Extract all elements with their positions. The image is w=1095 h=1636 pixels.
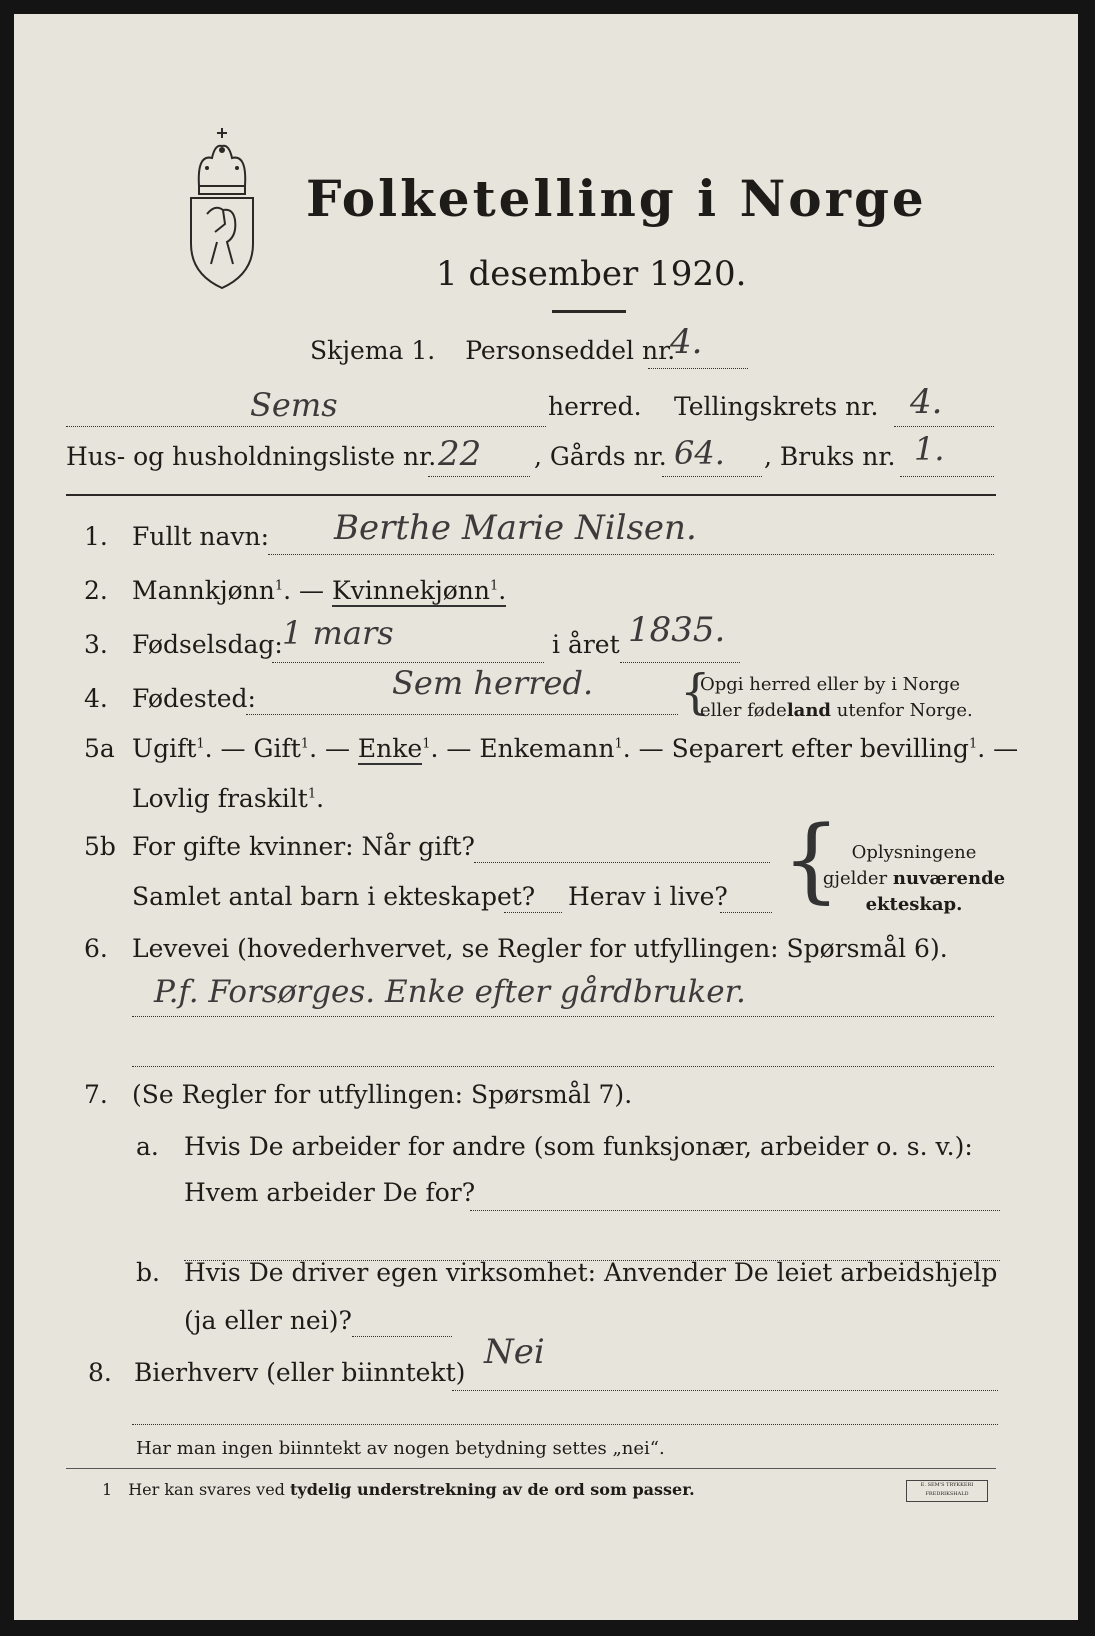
bruks-field-line xyxy=(900,476,994,477)
q5a-enke-underlined xyxy=(358,734,422,765)
q4-number: 4. xyxy=(84,684,108,713)
coat-of-arms-icon xyxy=(177,124,267,294)
q7a-question: Hvem arbeider De for? xyxy=(184,1178,476,1207)
herred-value: Sems xyxy=(250,386,338,424)
q5b-note-line-3 xyxy=(814,892,1014,918)
skjema-line xyxy=(310,336,675,365)
q5a-number: 5a xyxy=(84,734,115,763)
q5a-line-2 xyxy=(132,784,324,813)
q4-field-line xyxy=(246,714,678,715)
q5b-note xyxy=(814,840,1014,918)
q4-note-line-2 xyxy=(700,698,973,724)
q5b-note-2a: gjelder xyxy=(822,868,893,889)
footnote-text-b: tydelig understrekning av de ord som passer. xyxy=(290,1480,695,1499)
q2-sup-2: 1 xyxy=(489,578,499,594)
q2-end: . xyxy=(498,576,507,605)
q5b-brace: { xyxy=(782,806,841,913)
q2-sep: . — xyxy=(283,576,325,605)
q1-value: Berthe Marie Nilsen. xyxy=(334,508,697,548)
q5a-sup-f: 1 xyxy=(307,786,317,802)
q5b-children-field-line xyxy=(504,912,562,913)
personseddel-label: Personseddel nr. xyxy=(465,336,676,365)
q4-note-2a: eller føde xyxy=(700,700,787,721)
q2-number: 2. xyxy=(84,576,108,605)
q5b-number: 5b xyxy=(84,832,116,861)
q3-number: 3. xyxy=(84,630,108,659)
printer-stamp: E. SEM'S TRYKKERI FREDRIKSHALD xyxy=(906,1480,988,1502)
q5b-when-field-line xyxy=(474,862,770,863)
q7b-question: (ja eller nei)? xyxy=(184,1306,352,1335)
q8-number: 8. xyxy=(88,1358,112,1387)
q8-field-line-2 xyxy=(132,1424,998,1425)
q1-field-line xyxy=(268,554,994,555)
q5a-separert: Separert efter bevilling xyxy=(671,734,969,763)
q5a-dash-a: . — xyxy=(204,734,246,763)
q2-sup-1: 1 xyxy=(274,578,284,594)
q3-aret-value: 1835. xyxy=(628,610,726,650)
census-date: 1 desember 1920. xyxy=(436,254,747,294)
q4-note-line-1: Opgi herred eller by i Norge xyxy=(700,674,961,695)
q4-brace: { xyxy=(680,664,711,720)
q5a-enkemann: Enkemann xyxy=(479,734,615,763)
gards-value: 64. xyxy=(674,434,725,472)
q5a-gift: Gift xyxy=(253,734,301,763)
q4-note xyxy=(700,672,973,724)
q3-field-line xyxy=(272,662,544,663)
q5a-dot: . xyxy=(316,784,325,813)
title-divider xyxy=(552,310,626,313)
q7b-text: Hvis De driver egen virksomhet: Anvender De leiet arbeidshjelp xyxy=(184,1258,998,1287)
q5a-enke: Enke xyxy=(357,734,423,763)
q6-field-line-1 xyxy=(132,1016,994,1017)
q5a-sup-a: 1 xyxy=(196,736,205,752)
q6-number: 6. xyxy=(84,934,108,963)
q5a-dash-e: . — xyxy=(977,734,1019,763)
q7b-field-line xyxy=(352,1336,452,1337)
footnote xyxy=(102,1480,695,1499)
header-rule xyxy=(66,494,996,496)
q6-label: Levevei (hovederhvervet, se Regler for utfyllingen: Spørsmål 6). xyxy=(132,934,948,963)
q2-kvinne xyxy=(332,576,506,607)
footnote-mark: 1 xyxy=(102,1480,113,1499)
q5b-alive-field-line xyxy=(720,912,772,913)
q2-line xyxy=(132,576,506,605)
bruks-label: , Bruks nr. xyxy=(764,442,896,471)
hus-value: 22 xyxy=(438,434,482,474)
tellingskrets-field-line xyxy=(894,426,994,427)
q7-number: 7. xyxy=(84,1080,108,1109)
skjema-label: Skjema 1. xyxy=(310,336,436,365)
q5b-label-2: Samlet antal barn i ekteskapet? xyxy=(132,882,536,911)
q3-aret-label: i året xyxy=(552,630,620,659)
q4-value: Sem herred. xyxy=(392,664,594,702)
q2-kvinne-text: Kvinnekjønn xyxy=(332,576,490,605)
gards-field-line xyxy=(662,476,762,477)
tellingskrets-value: 4. xyxy=(910,382,943,422)
q5b-note-2b: nuværende xyxy=(892,868,1006,889)
q5a-dash-c: . — xyxy=(430,734,472,763)
q5b-label-1: For gifte kvinner: Når gift? xyxy=(132,832,475,861)
q4-note-2c: utenfor Norge. xyxy=(831,700,973,721)
q1-number: 1. xyxy=(84,522,108,551)
q8-value: Nei xyxy=(484,1332,545,1372)
q3-label: Fødselsdag: xyxy=(132,630,283,659)
q7a-letter: a. xyxy=(136,1132,159,1161)
q7-label: (Se Regler for utfyllingen: Spørsmål 7). xyxy=(132,1080,633,1109)
gards-label: , Gårds nr. xyxy=(534,442,667,471)
q5a-line-1 xyxy=(132,734,1018,763)
footnote-text-a: Her kan svares ved xyxy=(128,1480,291,1499)
personseddel-field-line xyxy=(648,368,748,369)
q6-value: P.f. Forsørges. Enke efter gårdbruker. xyxy=(154,974,746,1010)
form-title: Folketelling i Norge xyxy=(306,169,927,228)
q1-label: Fullt navn: xyxy=(132,522,270,551)
footer-rule xyxy=(66,1468,996,1469)
footer-note: Har man ingen biinntekt av nogen betydning settes „nei“. xyxy=(136,1438,665,1459)
q7a-text: Hvis De arbeider for andre (som funksjonær, arbeider o. s. v.): xyxy=(184,1132,973,1161)
herred-label: herred. xyxy=(548,392,642,421)
q5a-sup-c: 1 xyxy=(422,736,431,752)
q5a-sup-e: 1 xyxy=(968,736,978,752)
q5a-ugift: Ugift xyxy=(132,734,197,763)
q4-label: Fødested: xyxy=(132,684,256,713)
q5b-note-3: ekteskap. xyxy=(865,894,963,915)
q3-value: 1 mars xyxy=(282,614,394,652)
census-form-page xyxy=(14,14,1078,1620)
hus-field-line xyxy=(428,476,530,477)
personseddel-value: 4. xyxy=(670,322,703,362)
q5a-sup-d: 1 xyxy=(614,736,623,752)
q8-label: Bierhverv (eller biinntekt) xyxy=(134,1358,466,1387)
q3-aret-field-line xyxy=(620,662,740,663)
q5a-sup-b: 1 xyxy=(300,736,310,752)
q5a-dash-b: . — xyxy=(309,734,350,763)
q2-mann: Mannkjønn xyxy=(132,576,275,605)
bruks-value: 1. xyxy=(914,430,945,468)
q5a-lovlig: Lovlig fraskilt xyxy=(132,784,308,813)
q8-field-line xyxy=(452,1390,998,1391)
q5b-note-line-2 xyxy=(814,866,1014,892)
q7a-field-line-1 xyxy=(470,1210,1000,1211)
tellingskrets-label: Tellingskrets nr. xyxy=(674,392,879,421)
q5b-label-3: Herav i live? xyxy=(568,882,728,911)
q5b-note-line-1: Oplysningene xyxy=(851,842,977,863)
q7b-letter: b. xyxy=(136,1258,160,1287)
q6-field-line-2 xyxy=(132,1066,994,1067)
hus-label: Hus- og husholdningsliste nr. xyxy=(66,442,437,471)
q5a-dash-d: . — xyxy=(622,734,664,763)
herred-field-line xyxy=(66,426,546,427)
q4-note-2b: land xyxy=(786,700,832,721)
